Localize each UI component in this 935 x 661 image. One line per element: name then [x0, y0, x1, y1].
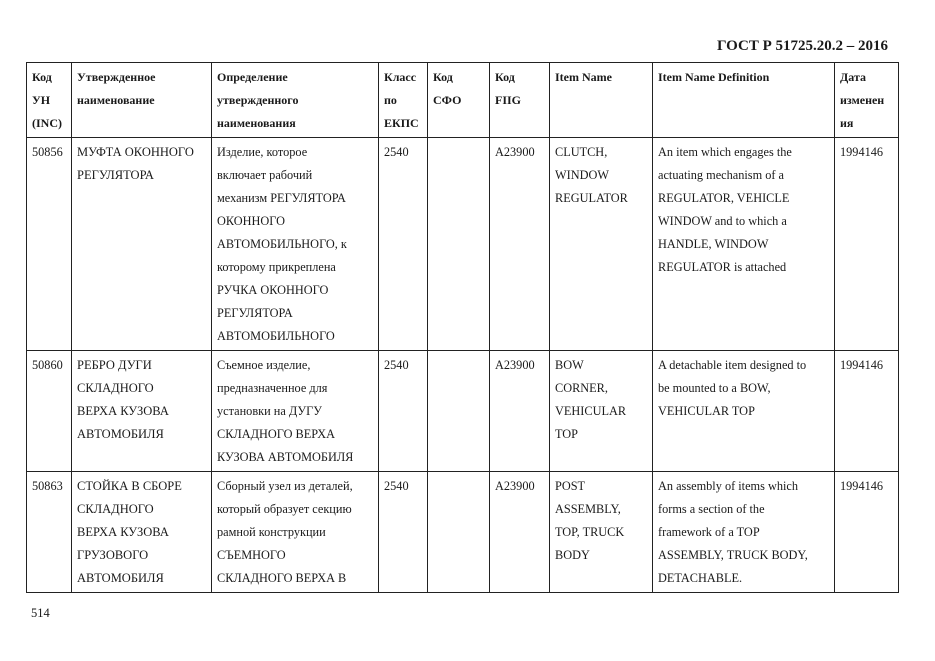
col-header-fiig: Код FIIG — [490, 63, 550, 138]
document-standard-code: ГОСТ Р 51725.20.2 – 2016 — [716, 38, 888, 54]
col-header-date: Дата изменен ия — [835, 63, 899, 138]
cell-date: 1994146 — [835, 138, 899, 351]
col-header-item-name: Item Name — [550, 63, 653, 138]
col-header-sfo: Код СФО — [428, 63, 490, 138]
cell-item-name: POST ASSEMBLY, TOP, TRUCK BODY — [550, 472, 653, 593]
cell-date: 1994146 — [835, 472, 899, 593]
table-row — [27, 472, 899, 593]
cell-item-definition: An assembly of items which forms a section of the framework of a TOP ASSEMBLY, TRUCK BODY, DETACHABLE. — [653, 472, 835, 593]
cell-sfo — [428, 472, 490, 593]
cell-approved-name: МУФТА ОКОННОГО РЕГУЛЯТОРА — [72, 138, 212, 351]
cell-item-definition: An item which engages the actuating mechanism of a REGULATOR, VEHICLE WINDOW and to which a HANDLE, WINDOW REGULATOR is attached — [653, 138, 835, 351]
cell-definition-ru: Изделие, которое включает рабочий механизм РЕГУЛЯТОРА ОКОННОГО АВТОМОБИЛЬНОГО, к которому прикреплена РУЧКА ОКОННОГО РЕГУЛЯТОРА АВТОМОБИЛЬНОГО — [212, 138, 379, 351]
cell-inc: 50856 — [27, 138, 72, 351]
table-row — [27, 138, 899, 351]
cell-definition-ru: Съемное изделие, предназначенное для установки на ДУГУ СКЛАДНОГО ВЕРХА КУЗОВА АВТОМОБИЛЯ — [212, 351, 379, 472]
col-header-item-definition: Item Name Definition — [653, 63, 835, 138]
table-header-row — [27, 63, 899, 138]
cell-date: 1994146 — [835, 351, 899, 472]
cell-fiig: A23900 — [490, 138, 550, 351]
cell-sfo — [428, 351, 490, 472]
cell-definition-ru: Сборный узел из деталей, который образует секцию рамной конструкции СЪЕМНОГО СКЛАДНОГО ВЕРХА В — [212, 472, 379, 593]
cell-approved-name: СТОЙКА В СБОРЕ СКЛАДНОГО ВЕРХА КУЗОВА ГРУЗОВОГО АВТОМОБИЛЯ — [72, 472, 212, 593]
cell-item-name: CLUTCH, WINDOW REGULATOR — [550, 138, 653, 351]
table-row — [27, 351, 899, 472]
cell-fiig: A23900 — [490, 472, 550, 593]
cell-class: 2540 — [379, 351, 428, 472]
cell-item-name: BOW CORNER, VEHICULAR TOP — [550, 351, 653, 472]
cell-approved-name: РЕБРО ДУГИ СКЛАДНОГО ВЕРХА КУЗОВА АВТОМОБИЛЯ — [72, 351, 212, 472]
cell-inc: 50860 — [27, 351, 72, 472]
cell-fiig: A23900 — [490, 351, 550, 472]
page-number: 514 — [31, 606, 50, 620]
col-header-approved-name: Утвержденное наименование — [72, 63, 212, 138]
cell-sfo — [428, 138, 490, 351]
cell-inc: 50863 — [27, 472, 72, 593]
col-header-class: Класс по ЕКПС — [379, 63, 428, 138]
cell-class: 2540 — [379, 472, 428, 593]
cell-item-definition: A detachable item designed to be mounted to a BOW, VEHICULAR TOP — [653, 351, 835, 472]
col-header-inc: Код УН (INC) — [27, 63, 72, 138]
col-header-definition: Определение утвержденного наименования — [212, 63, 379, 138]
nomenclature-table — [26, 62, 899, 593]
cell-class: 2540 — [379, 138, 428, 351]
